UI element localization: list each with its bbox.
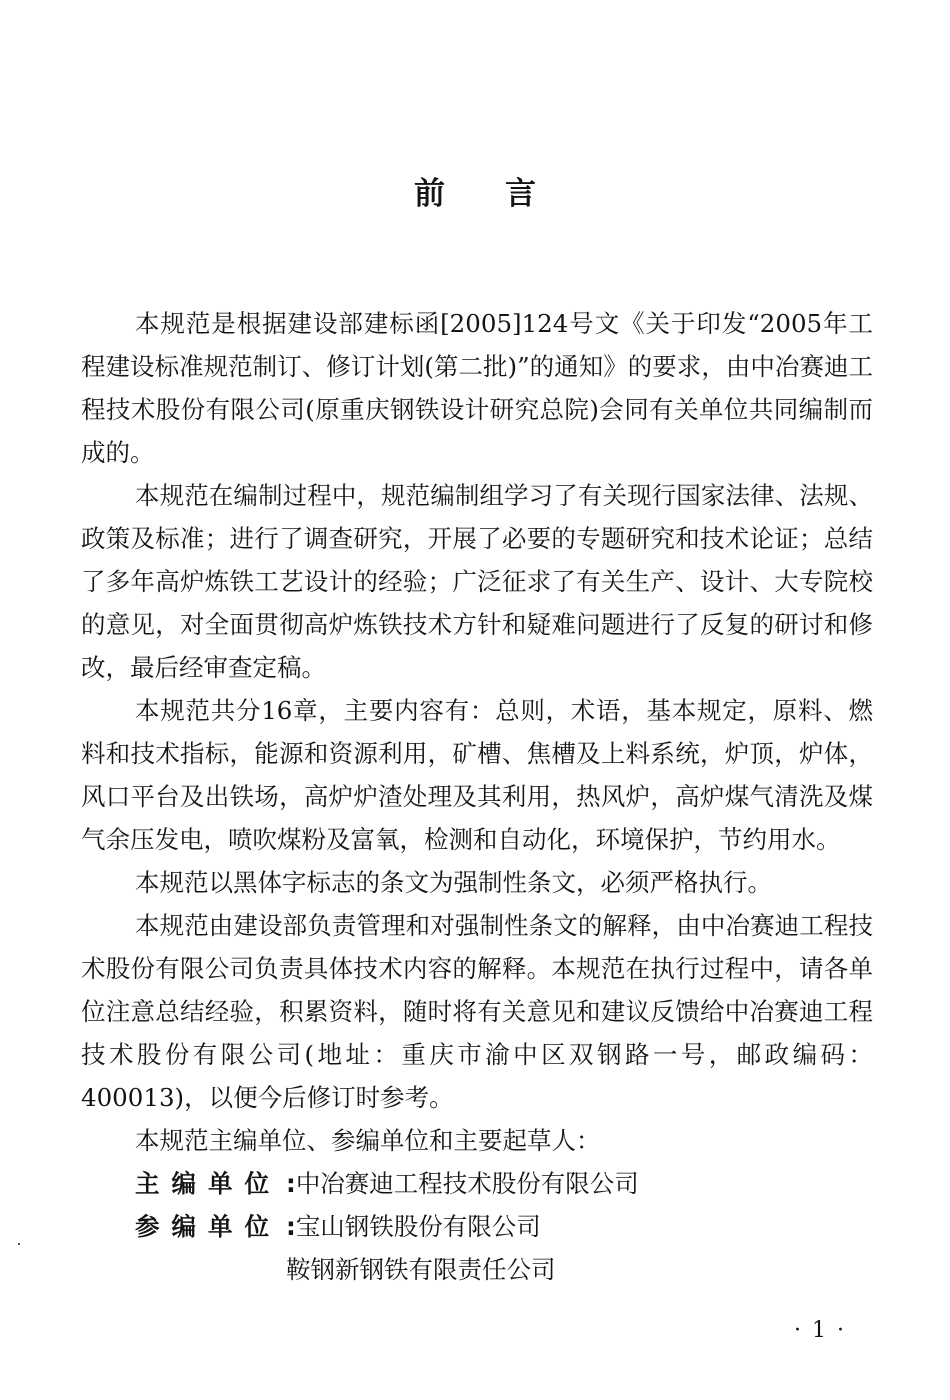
page-number: · 1 · — [794, 1318, 846, 1343]
chief-editor-unit: 中冶赛迪工程技术股份有限公司 — [295, 1169, 639, 1198]
participating-editor-label: 参编单位 — [135, 1212, 281, 1241]
scan-speck — [18, 1243, 20, 1245]
participating-editor-colon: : — [286, 1212, 296, 1241]
chief-editor-line — [81, 1162, 873, 1205]
paragraph-5: 本规范由建设部负责管理和对强制性条文的解释，由中冶赛迪工程技术股份有限公司负责具体技术内容的解释。本规范在执行过程中，请各单位注意总结经验，积累资料，随时将有关意见和建议反馈给中冶赛迪工程技术股份有限公司(地址：重庆市渝中区双钢路一号，邮政编码：400013)，以便今后修订时参考。 — [81, 911, 873, 1112]
participating-unit-2: 鞍钢新钢铁有限责任公司 — [286, 1255, 556, 1284]
participating-editor-line — [81, 1205, 873, 1248]
paragraph-2: 本规范在编制过程中，规范编制组学习了有关现行国家法律、法规、政策及标准；进行了调查研究，开展了必要的专题研究和技术论证；总结了多年高炉炼铁工艺设计的经验；广泛征求了有关生产、设计、大专院校的意见，对全面贯彻高炉炼铁技术方针和疑难问题进行了反复的研讨和修改，最后经审查定稿。 — [81, 481, 873, 682]
chief-editor-label: 主编单位 — [135, 1169, 281, 1198]
paragraph-1: 本规范是根据建设部建标函[2005]124号文《关于印发“2005年工程建设标准规范制订、修订计划(第二批)”的通知》的要求，由中冶赛迪工程技术股份有限公司(原重庆钢铁设计研究总院)会同有关单位共同编制而成的。 — [81, 309, 873, 467]
chief-editor-colon: : — [286, 1169, 296, 1198]
participating-unit-1: 宝山钢铁股份有限公司 — [295, 1212, 541, 1241]
page-title: 前言 — [414, 176, 596, 212]
paragraph-4: 本规范以黑体字标志的条文为强制性条文，必须严格执行。 — [135, 868, 772, 897]
participating-unit-2-line — [81, 1248, 873, 1291]
preface-body — [81, 302, 873, 1291]
paragraph-6: 本规范主编单位、参编单位和主要起草人： — [135, 1126, 601, 1155]
paragraph-3: 本规范共分16章，主要内容有：总则，术语，基本规定，原料、燃料和技术指标，能源和资源利用，矿槽、焦槽及上料系统，炉顶，炉体，风口平台及出铁场，高炉炉渣处理及其利用，热风炉，高炉煤气清洗及煤气余压发电，喷吹煤粉及富氧，检测和自动化，环境保护，节约用水。 — [81, 696, 873, 854]
